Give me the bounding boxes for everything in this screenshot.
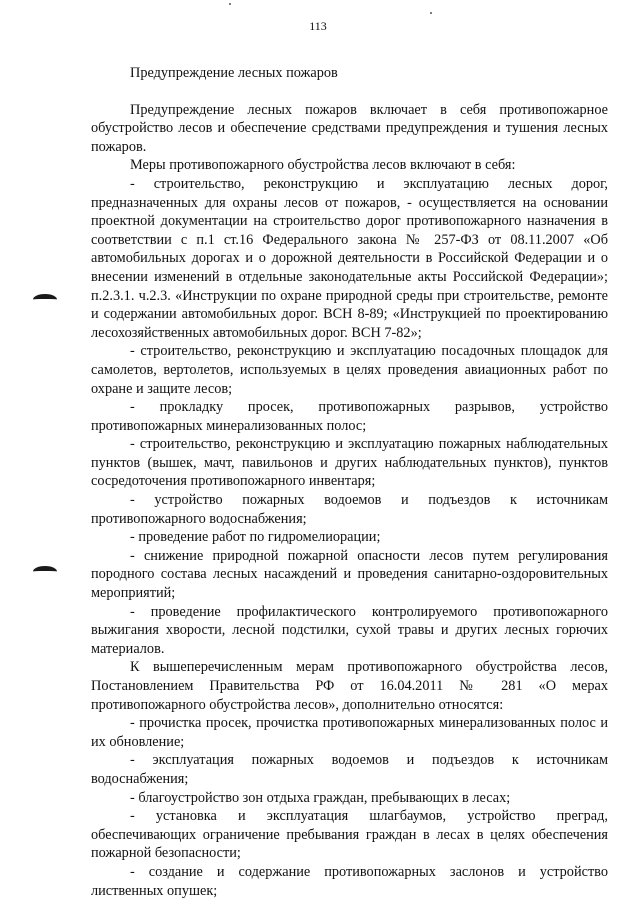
paragraph-government-resolution: К вышеперечисленным мерам противопожарного обустройства лесов, Постановлением Правительства РФ от 16.04.2011 № 281 «О мерах противопожарного обустройства лесов», дополнительно относятся:	[91, 659, 608, 713]
list-item-fire-hazard-reduction: - снижение природной пожарной опасности лесов путем регулирования породного состава лесных насаждений и проведения санитарно-оздоровительных мероприятий;	[91, 547, 608, 602]
list-item-clearing-maintenance: - прочистка просек, прочистка противопожарных минерализованных полос и их обновление;	[91, 715, 608, 750]
binder-hole-mark-bottom	[33, 566, 57, 577]
list-item-reservoir-operation: - эксплуатация пожарных водоемов и подъездов к источникам водоснабжения;	[91, 752, 608, 787]
scan-speck	[229, 3, 231, 5]
paragraph-measures-intro: Меры противопожарного обустройства лесов включают в себя:	[130, 157, 516, 174]
binder-hole-mark-top	[33, 294, 57, 305]
list-item-fire-reservoirs: - устройство пожарных водоемов и подъездов к источникам противопожарного водоснабжения;	[91, 492, 608, 527]
list-item-barriers: - установка и эксплуатация шлагбаумов, устройство преград, обеспечивающих ограничение пребывания граждан в лесах в целях обеспечения пожарной безопасности;	[91, 808, 608, 862]
list-item-controlled-burning: - проведение профилактического контролируемого противопожарного выжигания хворости, лесной подстилки, сухой травы и других лесных горючих материалов.	[91, 603, 608, 657]
list-item-clearings: - прокладку просек, противопожарных разрывов, устройство противопожарных минерализованных полос;	[91, 399, 608, 434]
scan-speck	[430, 12, 432, 14]
paragraph-intro: Предупреждение лесных пожаров включает в себя противопожарное обустройство лесов и обеспечение средствами предупреждения и тушения лесных пожаров.	[91, 101, 608, 155]
list-item-recreation-zones: - благоустройство зон отдыха граждан, пребывающих в лесах;	[130, 789, 511, 806]
list-item-fire-barriers: - создание и содержание противопожарных заслонов и устройство лиственных опушек;	[91, 863, 608, 899]
document-body	[91, 64, 608, 900]
section-heading: Предупреждение лесных пожаров	[130, 65, 338, 81]
list-item-forest-roads: - строительство, реконструкцию и эксплуатацию лесных дорог, предназначенных для охраны лесов от пожаров, - осуществляется на основании проектной документации на строительство дорог противопожарного назначения в соответствии с п.1 ст.16 Федерального закона № 257-ФЗ от 08.11.2007 «Об автомобильных дорогах и о дорожной деятельности в Российской Федерации и о внесении изменений в отдельные законодательные акты Российской Федерации»; п.2.3.1. ч.2.3. «Инструкции по охране природной среды при строительстве, ремонте и содержании автомобильных дорог. ВСН 8-89; «Инструкцией по проектированию лесохозяйственных автомобильных дорог. ВСН 7-82»;	[91, 175, 608, 341]
list-item-hydromelioration: - проведение работ по гидромелиорации;	[130, 529, 381, 546]
list-item-landing-sites: - строительство, реконструкцию и эксплуатацию посадочных площадок для самолетов, вертолетов, используемых в целях проведения авиационных работ по охране и защите лесов;	[91, 343, 608, 397]
list-item-observation-points: - строительство, реконструкцию и эксплуатацию пожарных наблюдательных пунктов (вышек, мачт, павильонов и других наблюдательных пунктов), пунктов сосредоточения противопожарного инвентаря;	[91, 436, 608, 490]
page-number: 113	[309, 19, 327, 33]
